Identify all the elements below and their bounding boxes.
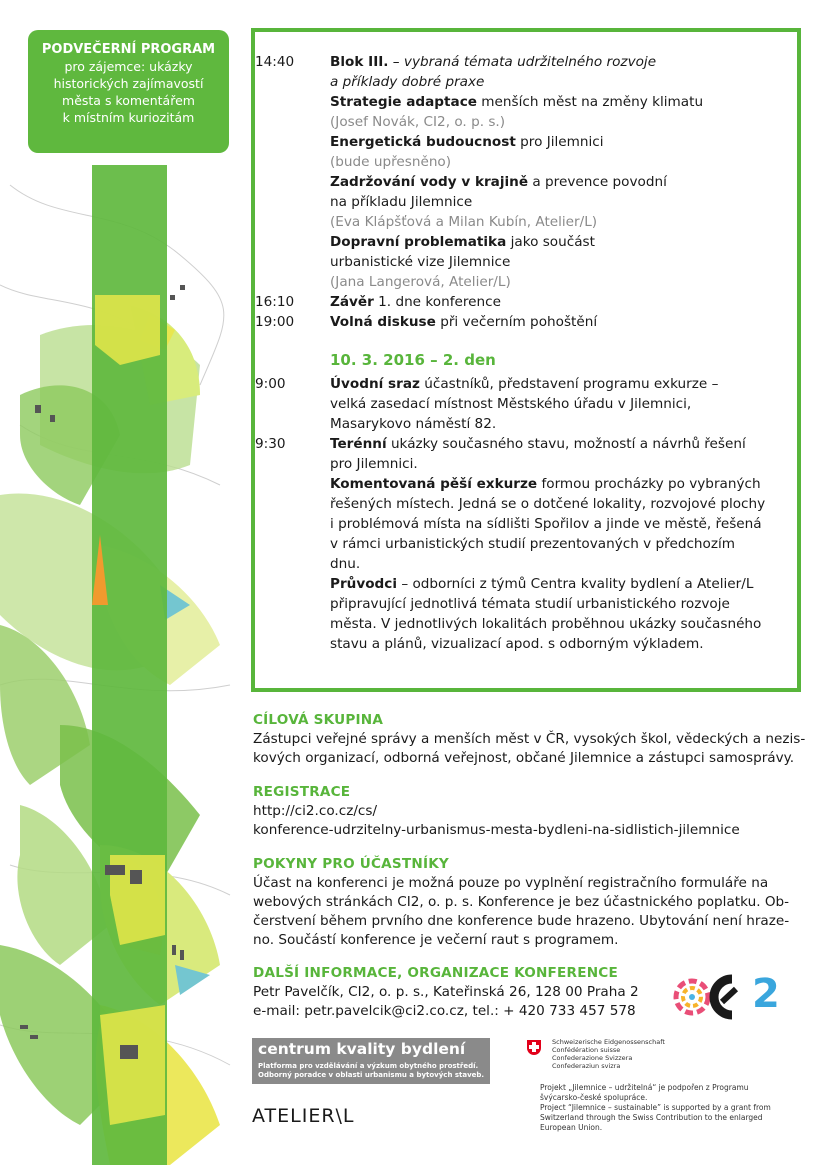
instructions-text: Účast na konferenci je možná pouze po vyplnění registračního formuláře na — [253, 875, 769, 891]
talk-rest: menších měst na změny klimatu — [476, 94, 704, 110]
target-group-text: Zástupci veřejné správy a menších měst v ČR, vysokých škol, vědeckých a nezis- — [253, 731, 806, 747]
tour-bold: Komentovaná pěší exkurze — [330, 476, 538, 492]
swiss-line: Schweizerische Eidgenossenschaft — [552, 1038, 665, 1046]
closing-rest: 1. dne konference — [373, 294, 501, 310]
tour-item — [330, 474, 761, 494]
project-note — [540, 1083, 771, 1133]
block-subtitle-text: a příklady dobré praxe — [330, 74, 485, 90]
intro-line: Masarykovo náměstí 82. — [330, 416, 497, 432]
city-map-illustration — [0, 165, 235, 1165]
talk-speaker: (Josef Novák, CI2, o. p. s.) — [330, 114, 506, 130]
guides-line: města. V jednotlivých lokalitách proběhnou ukázky současného — [330, 616, 762, 632]
intro-bold: Úvodní sraz — [330, 376, 420, 392]
ckb-line: Platforma pro vzdělávání a výzkum obytného prostředí. — [258, 1062, 479, 1070]
contact-address: Petr Pavelčík, CI2, o. p. s., Kateřinská 26, 128 00 Praha 2 — [253, 984, 639, 1000]
contact-heading: DALŠÍ INFORMACE, ORGANIZACE KONFERENCE — [253, 965, 618, 981]
intro-rest: účastníků, představení programu exkurze – — [419, 376, 719, 392]
atelier-logo: ATELIER\L — [252, 1105, 355, 1127]
ci2-logo — [670, 965, 800, 1025]
time-label: 19:00 — [255, 314, 295, 330]
ckb-logo — [252, 1038, 490, 1084]
block-subtitle: – vybraná témata udržitelného rozvoje — [388, 54, 657, 70]
swiss-line: Confederaziun svizra — [552, 1062, 621, 1070]
discussion-bold: Volná diskuse — [330, 314, 436, 330]
block-subtitle-2 — [330, 72, 484, 92]
ci2-logo-digit: 2 — [752, 971, 780, 1017]
instructions-text: čerstvení během prvního dne konference bude hrazeno. Ubytování není hraze- — [253, 913, 790, 929]
registration-link[interactable]: http://ci2.co.cz/cs/ — [253, 803, 378, 819]
swiss-confederation-text — [552, 1038, 665, 1070]
talk-title — [330, 132, 604, 152]
guides-item — [330, 574, 753, 594]
evening-program-line: k místním kuriozitám — [62, 110, 195, 125]
tour-line: v rámci urbanistických studií prezentovaných v předchozím — [330, 536, 736, 552]
project-line: Project “Jilemnice – sustainable” is supported by a grant from — [540, 1103, 771, 1112]
field-rest: ukázky současného stavu, možností a návrhů řešení — [386, 436, 746, 452]
talk-rest: jako součást — [506, 234, 595, 250]
project-line: European Union. — [540, 1123, 603, 1132]
discussion-rest: při večerním pohoštění — [435, 314, 598, 330]
guides-line: stavu a plánů, vizualizací apod. s odborným výkladem. — [330, 636, 704, 652]
field-item — [330, 434, 746, 454]
target-group-text: kových organizací, odborná veřejnost, občané Jilemnice a zástupci samosprávy. — [253, 750, 795, 766]
talk-title — [330, 92, 703, 112]
intro-line: velká zasedací místnost Městského úřadu v Jilemnici, — [330, 396, 692, 412]
swiss-line: Confederazione Svizzera — [552, 1054, 633, 1062]
closing-item — [330, 292, 501, 312]
target-group-heading: CÍLOVÁ SKUPINA — [253, 712, 384, 728]
talk-title-line2: na příkladu Jilemnice — [330, 194, 473, 210]
guides-rest: – odborníci z týmů Centra kvality bydlení a Atelier/L — [397, 576, 754, 592]
talk-rest: pro Jilemnici — [515, 134, 604, 150]
field-bold: Terénní — [330, 436, 387, 452]
time-label: 16:10 — [255, 294, 295, 310]
ckb-line: Odborný poradce v oblasti urbanismu a bytových staveb. — [258, 1071, 485, 1079]
talk-rest: a prevence povodní — [528, 174, 667, 190]
contact-email[interactable]: e-mail: petr.pavelcik@ci2.co.cz, tel.: + 420 733 457 578 — [253, 1003, 636, 1019]
registration-link[interactable]: konference-udrzitelny-urbanismus-mesta-bydleni-na-sidlistich-jilemnice — [253, 822, 740, 838]
project-line: švýcarsko-české spolupráce. — [540, 1093, 648, 1102]
swiss-flag-icon — [527, 1040, 541, 1055]
talk-title — [330, 172, 667, 192]
evening-program-box — [28, 30, 229, 153]
evening-program-line: pro zájemce: ukázky — [64, 59, 193, 74]
time-label: 14:40 — [255, 54, 295, 70]
block-title-bold: Blok III. — [330, 54, 389, 70]
talk-title — [330, 232, 595, 252]
talk-speaker: (Eva Klápšťová a Milan Kubín, Atelier/L) — [330, 214, 598, 230]
evening-program-line: historických zajímavostí — [53, 76, 204, 91]
tour-line: řešených místech. Jedná se o dotčené lokality, rozvojové plochy — [330, 496, 766, 512]
swiss-line: Confédération suisse — [552, 1046, 621, 1054]
project-line: Projekt „Jilemnice – udržitelná“ je podpořen z Programu — [540, 1083, 749, 1092]
talk-bold: Zadržování vody v krajině — [330, 174, 529, 190]
instructions-text: no. Součástí konference je večerní raut s programem. — [253, 932, 619, 948]
instructions-text: webových stránkách CI2, o. p. s. Konference je bez účastnického poplatku. Ob- — [253, 894, 790, 910]
project-line: Switzerland through the Swiss Contribution to the enlarged — [540, 1113, 763, 1122]
evening-program-line: města s komentářem — [62, 93, 195, 108]
time-label: 9:30 — [255, 436, 286, 452]
field-line: pro Jilemnici. — [330, 456, 418, 472]
block-title — [330, 52, 656, 72]
talk-bold: Dopravní problematika — [330, 234, 507, 250]
talk-speaker: (bude upřesněno) — [330, 154, 452, 170]
talk-bold: Strategie adaptace — [330, 94, 477, 110]
tour-rest: formou procházky po vybraných — [537, 476, 761, 492]
closing-bold: Závěr — [330, 294, 374, 310]
talk-speaker: (Jana Langerová, Atelier/L) — [330, 274, 511, 290]
discussion-item — [330, 312, 597, 332]
instructions-heading: POKYNY PRO ÚČASTNÍKY — [253, 856, 449, 872]
talk-title-line2: urbanistické vize Jilemnice — [330, 254, 511, 270]
ci2-logo-icon — [670, 965, 800, 1025]
talk-bold: Energetická budoucnost — [330, 134, 516, 150]
tour-line: dnu. — [330, 556, 361, 572]
time-label: 9:00 — [255, 376, 286, 392]
guides-line: připravující jednotlivá témata studií urbanistického rozvoje — [330, 596, 730, 612]
tour-line: i problémová místa na sídlišti Spořilov a jinde ve městě, řešená — [330, 516, 762, 532]
evening-program-title: PODVEČERNÍ PROGRAM — [41, 42, 216, 57]
registration-heading: REGISTRACE — [253, 784, 351, 800]
ckb-title: centrum kvality bydlení — [258, 1040, 466, 1058]
guides-bold: Průvodci — [330, 576, 397, 592]
intro-item — [330, 374, 718, 394]
day-two-heading: 10. 3. 2016 – 2. den — [330, 351, 496, 369]
